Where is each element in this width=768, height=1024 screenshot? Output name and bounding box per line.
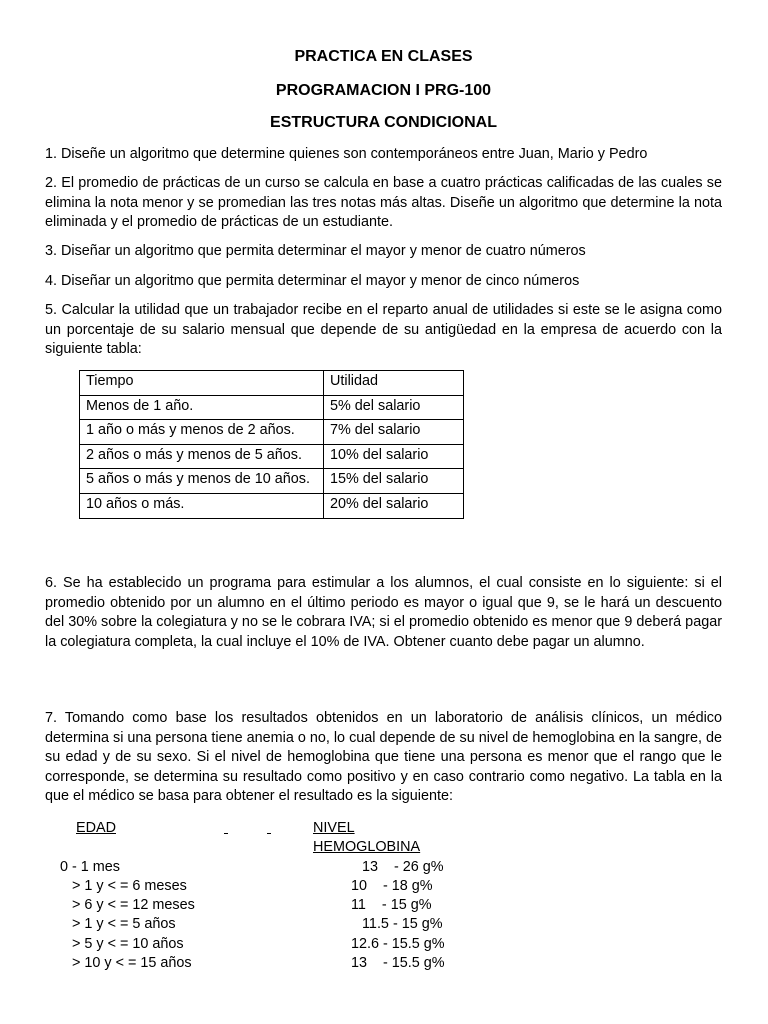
exercise-6: 6. Se ha establecido un programa para estimular a los alumnos, el cual consiste en lo siguiente: si el promedio obtenido por un alumno en el último periodo es mayor o igual que 9, se le hará un descuento del 30% sobre la colegiatura y no se le cobrara IVA; si el promedio obtenido es menor que 9 deberá pagar la colegiatura completa, la cual incluye el 10% de IVA. Obtener cuanto debe pagar un alumno. [45, 575, 722, 650]
table-cell: 7% del salario [324, 420, 464, 445]
table-cell: 5 años o más y menos de 10 años. [80, 469, 324, 494]
hemoglobin-age: > 5 y < = 10 años [72, 936, 184, 952]
exercise-5: 5. Calcular la utilidad que un trabajador recibe en el reparto anual de utilidades si este se le asigna como un porcentaje de su salario mensual que depende de su antigüedad en la empresa de acuerdo con la siguiente tabla: [45, 302, 722, 358]
table-row [80, 395, 464, 420]
hemoglobin-header-nivel-2: HEMOGLOBINA [313, 839, 421, 855]
underline-spacer [267, 819, 273, 839]
table-cell: 1 año o más y menos de 2 años. [80, 420, 324, 445]
hemoglobin-level: 13 - 26 g% [362, 859, 444, 875]
underline-spacer [224, 819, 230, 839]
exercise-3: 3. Diseñar un algoritmo que permita determinar el mayor y menor de cuatro números [45, 243, 586, 259]
doc-title-1: PRACTICA EN CLASES [294, 48, 473, 65]
hemoglobin-header-edad: EDAD [76, 820, 116, 836]
table-cell: 10 años o más. [80, 493, 324, 518]
table-row [80, 444, 464, 469]
hemoglobin-level: 12.6 - 15.5 g% [351, 936, 445, 952]
exercise-4: 4. Diseñar un algoritmo que permita determinar el mayor y menor de cinco números [45, 273, 580, 289]
hemoglobin-age: > 1 y < = 6 meses [72, 878, 187, 894]
hemoglobin-level: 13 - 15.5 g% [351, 955, 445, 971]
table-header-cell: Tiempo [80, 371, 324, 396]
hemoglobin-level: 10 - 18 g% [351, 878, 433, 894]
hemoglobin-age: 0 - 1 mes [60, 859, 120, 875]
utility-table [79, 370, 464, 519]
exercise-1: 1. Diseñe un algoritmo que determine quienes son contemporáneos entre Juan, Mario y Pedro [45, 146, 648, 162]
table-cell: 20% del salario [324, 493, 464, 518]
hemoglobin-level: 11 - 15 g% [351, 897, 432, 913]
hemoglobin-header-nivel: NIVEL [313, 820, 355, 836]
exercise-7: 7. Tomando como base los resultados obtenidos en un laboratorio de análisis clínicos, un médico determina si una persona tiene anemia o no, lo cual depende de su nivel de hemoglobina en la sangre, de su edad y de su sexo. Si el nivel de hemoglobina que tiene una persona es menor que el rango que le corresponde, se determina su resultado como positivo y en caso contrario como negativo. La tabla en la que el médico se basa para obtener el resultado es la siguiente: [45, 710, 722, 805]
table-row [80, 493, 464, 518]
exercise-2: 2. El promedio de prácticas de un curso se calcula en base a cuatro prácticas calificadas de las cuales se elimina la nota menor y se promedian las tres notas más altas. Diseñe un algoritmo que determine la nota eliminada y el promedio de prácticas de un estudiante. [45, 175, 722, 231]
table-header-cell: Utilidad [324, 371, 464, 396]
hemoglobin-age: > 6 y < = 12 meses [72, 897, 195, 913]
table-row [80, 371, 464, 396]
hemoglobin-age: > 1 y < = 5 años [72, 916, 176, 932]
table-row [80, 469, 464, 494]
table-cell: 5% del salario [324, 395, 464, 420]
hemoglobin-age: > 10 y < = 15 años [72, 955, 192, 971]
doc-title-2: PROGRAMACION I PRG-100 [275, 82, 492, 99]
table-row [80, 420, 464, 445]
table-cell: Menos de 1 año. [80, 395, 324, 420]
table-cell: 10% del salario [324, 444, 464, 469]
hemoglobin-level: 11.5 - 15 g% [362, 916, 443, 932]
table-cell: 2 años o más y menos de 5 años. [80, 444, 324, 469]
table-cell: 15% del salario [324, 469, 464, 494]
doc-title-3: ESTRUCTURA CONDICIONAL [270, 114, 497, 131]
